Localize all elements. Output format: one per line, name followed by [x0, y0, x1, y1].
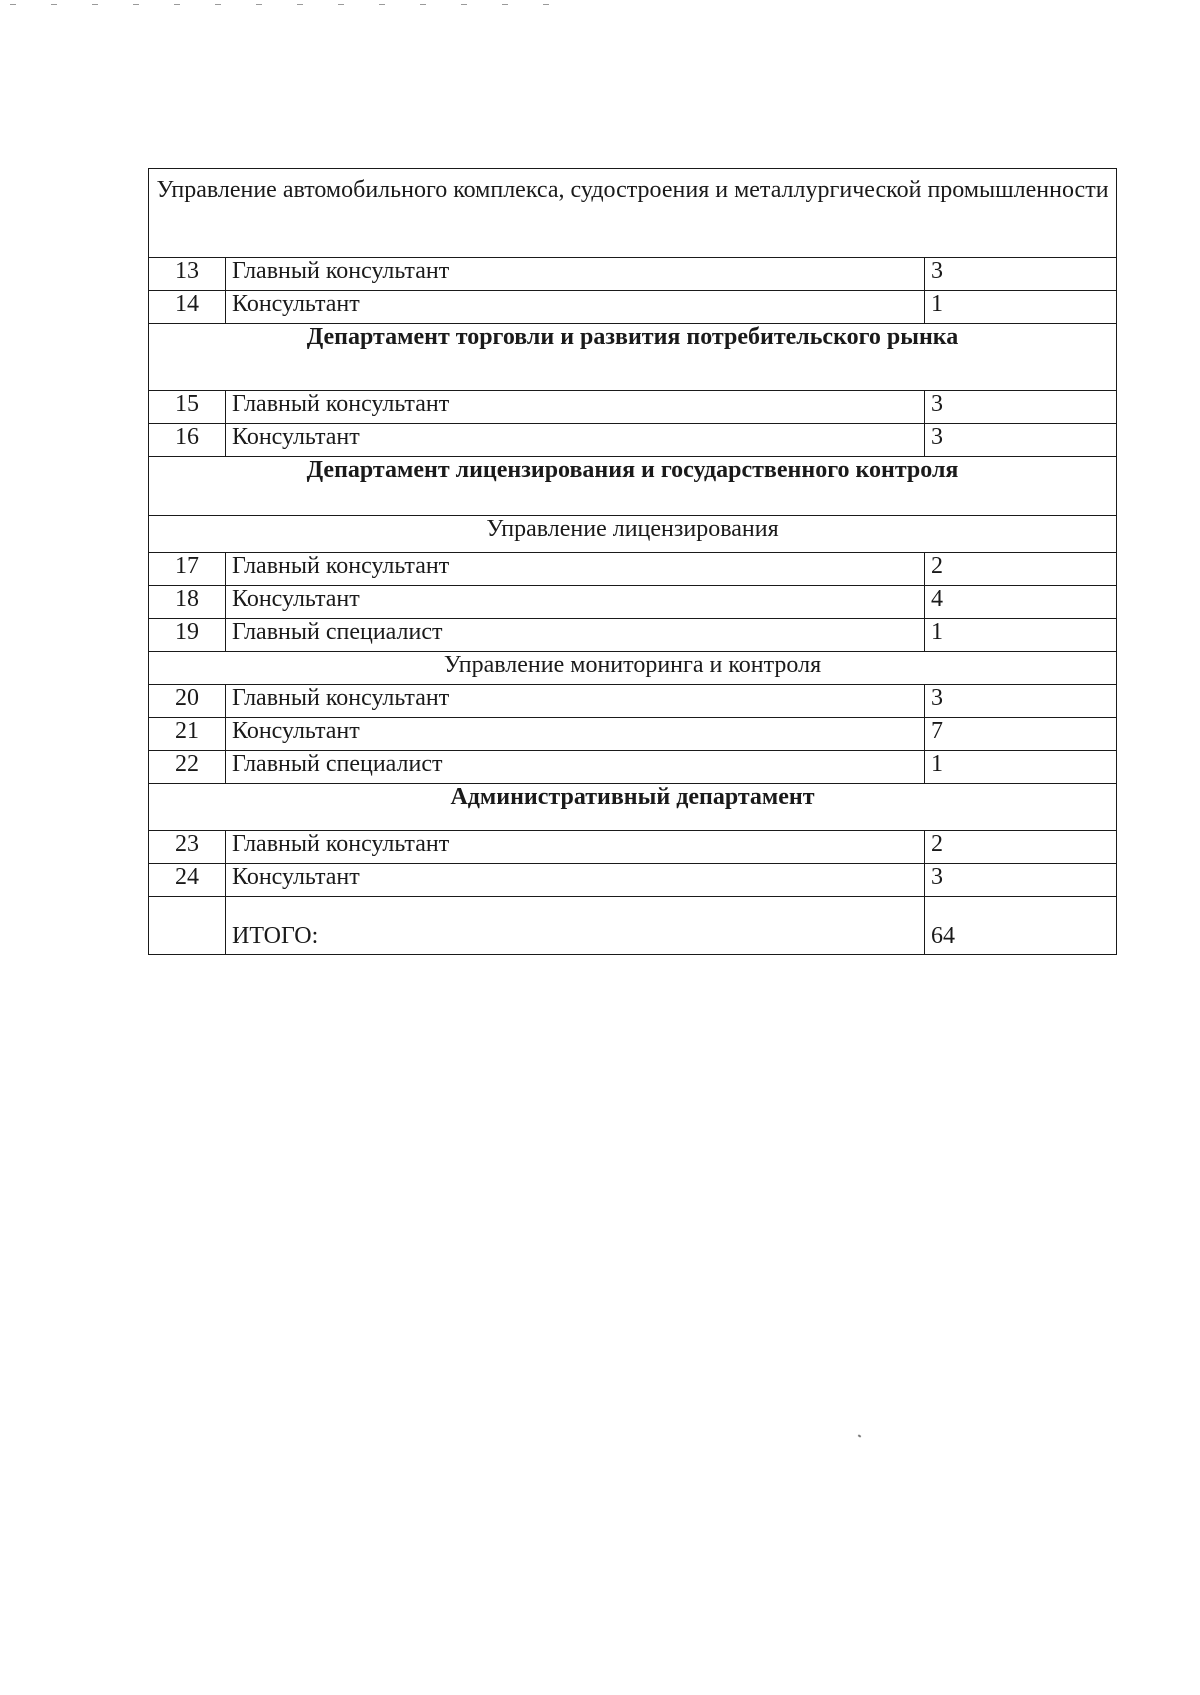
position-title: Консультант — [226, 424, 925, 457]
staff-count: 3 — [925, 864, 1117, 897]
row-number: 22 — [149, 751, 226, 784]
position-title: Консультант — [226, 718, 925, 751]
staff-count: 3 — [925, 258, 1117, 291]
staff-count: 3 — [925, 685, 1117, 718]
total-empty-cell — [149, 897, 226, 955]
table-row — [149, 291, 1117, 324]
staff-count: 2 — [925, 553, 1117, 586]
position-title: Консультант — [226, 586, 925, 619]
section-heading-row — [149, 457, 1117, 516]
section-heading-row — [149, 324, 1117, 391]
staff-count: 1 — [925, 619, 1117, 652]
section-heading-row — [149, 784, 1117, 831]
row-number: 20 — [149, 685, 226, 718]
row-number: 24 — [149, 864, 226, 897]
staff-count: 1 — [925, 291, 1117, 324]
staff-count: 1 — [925, 751, 1117, 784]
total-row — [149, 897, 1117, 955]
table-row — [149, 831, 1117, 864]
row-number: 23 — [149, 831, 226, 864]
staff-count: 2 — [925, 831, 1117, 864]
section-heading-row — [149, 169, 1117, 258]
row-number: 18 — [149, 586, 226, 619]
position-title: Консультант — [226, 864, 925, 897]
position-title: Главный консультант — [226, 258, 925, 291]
staff-count: 7 — [925, 718, 1117, 751]
table-row — [149, 258, 1117, 291]
position-title: Главный консультант — [226, 391, 925, 424]
position-title: Главный консультант — [226, 685, 925, 718]
table-row — [149, 685, 1117, 718]
total-label: ИТОГО: — [226, 897, 925, 955]
table-row — [149, 751, 1117, 784]
position-title: Главный специалист — [226, 751, 925, 784]
section-heading: Управление автомобильного комплекса, судостроения и металлургической промышленности — [149, 169, 1117, 258]
table-row — [149, 718, 1117, 751]
row-number: 17 — [149, 553, 226, 586]
row-number: 19 — [149, 619, 226, 652]
scan-speck — [858, 1434, 862, 1437]
position-title: Консультант — [226, 291, 925, 324]
row-number: 15 — [149, 391, 226, 424]
section-heading-row — [149, 652, 1117, 685]
staff-count: 4 — [925, 586, 1117, 619]
staff-table — [148, 168, 1117, 955]
row-number: 16 — [149, 424, 226, 457]
section-heading: Управление лицензирования — [149, 516, 1117, 553]
section-heading: Департамент торговли и развития потребительского рынка — [149, 324, 1117, 391]
section-heading: Административный департамент — [149, 784, 1117, 831]
scan-edge-dashes — [10, 0, 550, 8]
table-row — [149, 864, 1117, 897]
position-title: Главный консультант — [226, 553, 925, 586]
table-row — [149, 553, 1117, 586]
table-row — [149, 586, 1117, 619]
section-heading: Департамент лицензирования и государственного контроля — [149, 457, 1117, 516]
staff-count: 3 — [925, 424, 1117, 457]
section-heading: Управление мониторинга и контроля — [149, 652, 1117, 685]
row-number: 14 — [149, 291, 226, 324]
row-number: 13 — [149, 258, 226, 291]
table-row — [149, 424, 1117, 457]
table-row — [149, 391, 1117, 424]
total-count: 64 — [925, 897, 1117, 955]
row-number: 21 — [149, 718, 226, 751]
section-heading-row — [149, 516, 1117, 553]
table-row — [149, 619, 1117, 652]
position-title: Главный консультант — [226, 831, 925, 864]
position-title: Главный специалист — [226, 619, 925, 652]
staff-count: 3 — [925, 391, 1117, 424]
